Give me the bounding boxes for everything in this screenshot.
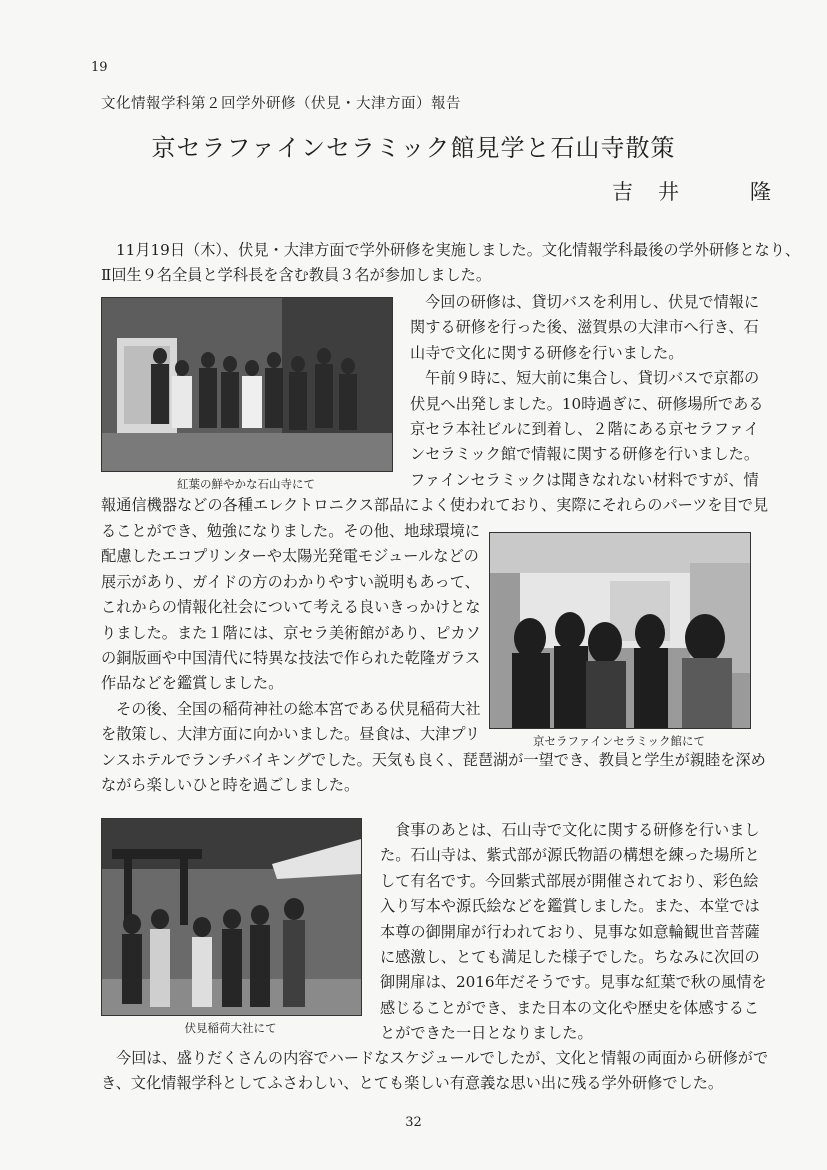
text-line: りました。また１階には、京セラ美術館があり、ピカソ [101,623,481,642]
text-line: して有名です。今回紫式部展が開催されており、彩色絵 [380,871,759,890]
page-number-bottom: 32 [405,1115,422,1130]
text-line: た。石山寺は、紫式部が源氏物語の構想を練った場所と [380,846,760,865]
photo-kyocera-museum [489,532,751,729]
group-photo-image [102,298,392,471]
text-line: 京セラ本社ビルに到着し、２階にある京セラファイ [410,420,760,439]
closing-paragraph [101,1046,769,1097]
text-line: 感じることができ、また日本の文化や歴史を体感するこ [380,998,760,1017]
shrine-photo-image [102,819,361,1015]
paragraph-itinerary [410,290,764,493]
text-line: 山寺で文化に関する研修を行いました。 [410,343,684,362]
intro-paragraph [101,238,801,289]
text-line: 11月19日（木）、伏見・大津方面で学外研修を実施しました。文化情報学科最後の学外研修となり、 [116,241,801,259]
caption-photo1: 紅葉の鮮やかな石山寺にて [177,477,315,491]
text-line: き、文化情報学科としてふさわしい、とても楽しい有意義な思い出に残る学外研修でした。 [101,1074,724,1093]
text-line: 報通信機器などの各種エレクトロニクス部品によく使われており、実際にそれらのパーツを目で見 [101,496,769,514]
text-line: に感激し、とても満足した様子でした。ちなみに次回の [380,948,760,967]
article-title: 京セラファインセラミック館見学と石山寺散策 [151,134,676,162]
museum-photo-image [490,533,750,728]
page-number-top: 19 [91,60,108,75]
photo-ishiyamadera-group [101,297,393,472]
photo-fushimi-inari [101,818,362,1016]
text-line: 配慮したエコプリンターや太陽光発電モジュールなどの [101,547,479,566]
text-line: の銅版画や中国清代に特異な技法で作られた乾隆ガラス [101,649,481,668]
text-line: 本尊の御開扉が行われており、見事な如意輪観世音菩薩 [380,922,760,941]
text-line: ファインセラミックは聞きなれない材料ですが、情 [410,470,759,489]
text-line: 今回は、盛りだくさんの内容でハードなスケジュールでしたが、文化と情報の両面から研修がで [116,1049,769,1067]
text-line: を散策し、大津方面に向かいました。昼食は、大津プリ [101,725,481,744]
text-line: とができた一日となりました。 [380,1024,593,1043]
text-line: 御開扉は、2016年だそうです。見事な紅葉で秋の風情を [380,973,767,992]
paragraph-fine-ceramics-continued [101,493,769,518]
paragraph-ishiyamadera [380,818,767,1047]
text-line: 午前９時に、短大前に集合し、貸切バスで京都の [425,369,760,388]
text-line: ンセラミック館で情報に関する研修を行いました。 [410,445,760,464]
text-line: Ⅱ回生９名全員と学科長を含む教員３名が参加しました。 [101,266,492,285]
text-line: 展示があり、ガイドの方のわかりやすい説明もあって、 [101,572,480,591]
caption-photo3: 伏見稲荷大社にて [184,1021,277,1035]
text-line: 作品などを鑑賞しました。 [101,674,284,693]
text-line: 入り写本や源氏絵などを鑑賞しました。また、本堂では [380,897,760,916]
text-line: 食事のあとは、石山寺で文化に関する研修を行いまし [395,821,760,839]
text-line: ンスホテルでランチバイキングでした。天気も良く、琵琶湖が一望でき、教員と学生が親睦を深め [101,751,766,769]
text-line: ることができ、勉強になりました。その他、地球環境に [101,522,481,540]
text-line: 今回の研修は、貸切バスを利用し、伏見で情報に [425,293,760,311]
text-line: これからの情報化社会について考える良いきっかけとな [101,598,481,617]
caption-photo2: 京セラファインセラミック館にて [532,734,706,748]
paragraph-lunch [101,748,766,799]
author-name: 吉 井 隆 [612,180,773,204]
text-line: 伏見へ出発しました。10時過ぎに、研修場所である [410,394,764,413]
text-line: その後、全国の稲荷神社の総本宮である伏見稲荷大社 [116,699,481,718]
text-line: 関する研修を行った後、滋賀県の大津市へ行き、石 [410,318,759,337]
text-line: ながら楽しいひと時を過ごしました。 [101,776,360,795]
paragraph-exhibits [101,519,481,748]
series-title: 文化情報学科第２回学外研修（伏見・大津方面）報告 [101,96,461,112]
